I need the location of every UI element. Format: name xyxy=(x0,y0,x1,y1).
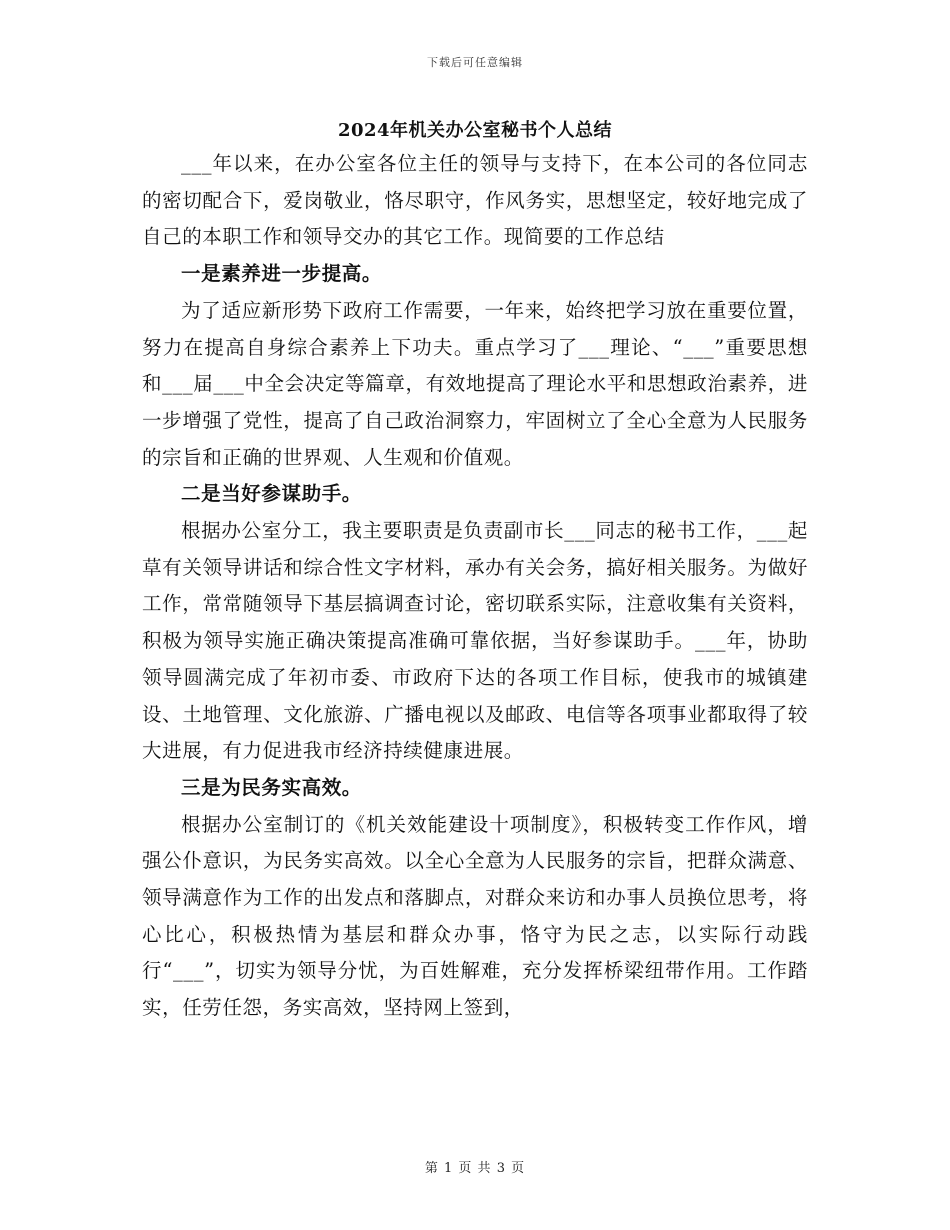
intro-paragraph: ___年以来，在办公室各位主任的领导与支持下，在本公司的各位同志的密切配合下，爱岗敬业，恪尽职守，作风务实，思想坚定，较好地完成了自己的本职工作和领导交办的其它工作。现简要的工作总结 xyxy=(142,152,808,249)
document-body xyxy=(142,146,808,1027)
page-header: 下载后可任意编辑 xyxy=(427,56,523,69)
document-title: 2024年机关办公室秘书个人总结 xyxy=(337,120,613,141)
section-body-1: 为了适应新形势下政府工作需要，一年来，始终把学习放在重要位置，努力在提高自身综合素养上下功夫。重点学习了___理论、“___”重要思想和___届___中全会决定等篇章，有效地提高了理论水平和思想政治素养，进一步增强了党性，提高了自己政治洞察力，牢固树立了全心全意为人民服务的宗旨和正确的世界观、人生观和价值观。 xyxy=(142,298,808,469)
page-footer: 第 1 页 共 3 页 xyxy=(424,1161,526,1176)
section-body-2: 根据办公室分工，我主要职责是负责副市长___同志的秘书工作，___起草有关领导讲话和综合性文字材料，承办有关会务，搞好相关服务。为做好工作，常常随领导下基层搞调查讨论，密切联系实际，注意收集有关资料，积极为领导实施正确决策提高准确可靠依据，当好参谋助手。___年，协助领导圆满完成了年初市委、市政府下达的各项工作目标，使我市的城镇建设、土地管理、文化旅游、广播电视以及邮政、电信等各项事业都取得了较大进展，有力促进我市经济持续健康进展。 xyxy=(142,519,808,763)
section-heading-1: 一是素养进一步提高。 xyxy=(181,262,383,286)
section-body-3: 根据办公室制订的《机关效能建设十项制度》，积极转变工作作风，增强公仆意识，为民务实高效。以全心全意为人民服务的宗旨，把群众满意、领导满意作为工作的出发点和落脚点，对群众来访和办事人员换位思考，将心比心，积极热情为基层和群众办事，恪守为民之志，以实际行动践行“___”，切实为领导分忧，为百姓解难，充分发挥桥梁纽带作用。工作踏实，任劳任怨，务实高效，坚持网上签到， xyxy=(142,812,808,1020)
section-heading-3: 三是为民务实高效。 xyxy=(181,775,362,799)
section-heading-2: 二是当好参谋助手。 xyxy=(181,482,362,506)
